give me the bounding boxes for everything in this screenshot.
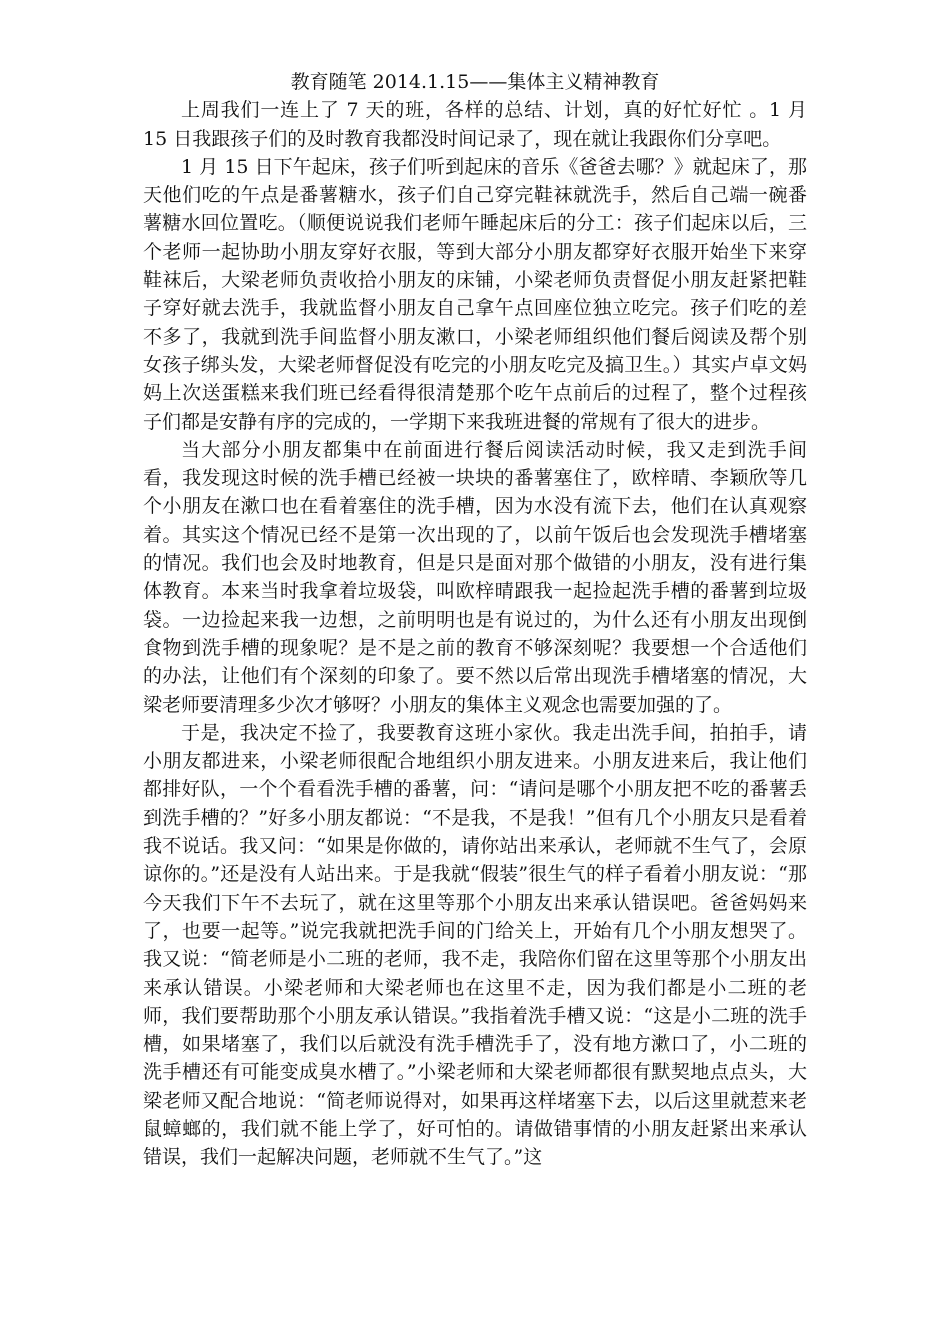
paragraph: 1 月 15 日下午起床，孩子们听到起床的音乐《爸爸去哪？》就起床了，那天他们吃的午点是番薯糖水，孩子们自己穿完鞋袜就洗手，然后自己端一碗番薯糖水回位置吃。（顺便说说我们老师午睡起床后的分工：孩子们起床以后，三个老师一起协助小朋友穿好衣服，等到大部分小朋友都穿好衣服开始坐下来穿鞋袜后，大梁老师负责收拾小朋友的床铺，小梁老师负责督促小朋友赶紧把鞋子穿好就去洗手，我就监督小朋友自己拿午点回座位独立吃完。孩子们吃的差不多了，我就到洗手间监督小朋友漱口，小梁老师组织他们餐后阅读及帮个别女孩子绑头发，大梁老师督促没有吃完的小朋友吃完及搞卫生。）其实卢卓文妈妈上次送蛋糕来我们班已经看得很清楚那个吃午点前后的过程了，整个过程孩子们都是安静有序的完成的，一学期下来我班进餐的常规有了很大的进步。 [143, 155, 807, 433]
document-title: 教育随笔 2014.1.15——集体主义精神教育 [290, 71, 660, 93]
document-body [143, 68, 807, 1172]
paragraph: 于是，我决定不捡了，我要教育这班小家伙。我走出洗手间，拍拍手，请小朋友都进来，小梁老师很配合地组织小朋友进来。小朋友进来后，我让他们都排好队，一个个看看洗手槽的番薯，问：“请问是哪个小朋友把不吃的番薯丢到洗手槽的？”好多小朋友都说：“不是我，不是我！”但有几个小朋友只是看着我不说话。我又问：“如果是你做的，请你站出来承认，老师就不生气了，会原谅你的。”还是没有人站出来。于是我就“假装”很生气的样子看着小朋友说：“那今天我们下午不去玩了，就在这里等那个小朋友出来承认错误吧。爸爸妈妈来了，也要一起等。”说完我就把洗手间的门给关上，开始有几个小朋友想哭了。我又说：“简老师是小二班的老师，我不走，我陪你们留在这里等那个小朋友出来承认错误。小梁老师和大梁老师也在这里不走，因为我们都是小二班的老师，我们要帮助那个小朋友承认错误。”我指着洗手槽又说：“这是小二班的洗手槽，如果堵塞了，我们以后就没有洗手槽洗手了，没有地方漱口了，小二班的洗手槽还有可能变成臭水槽了。”小梁老师和大梁老师都很有默契地点点头，大梁老师又配合地说：“简老师说得对，如果再这样堵塞下去，以后这里就惹来老鼠蟑螂的，我们就不能上学了，好可怕的。请做错事情的小朋友赶紧出来承认错误，我们一起解决问题，老师就不生气了。”这 [143, 721, 807, 1169]
paragraph: 当大部分小朋友都集中在前面进行餐后阅读活动时候，我又走到洗手间看，我发现这时候的洗手槽已经被一块块的番薯塞住了，欧梓晴、李颖欣等几个小朋友在漱口也在看着塞住的洗手槽，因为水没有流下去，他们在认真观察着。其实这个情况已经不是第一次出现的了，以前午饭后也会发现洗手槽堵塞的情况。我们也会及时地教育，但是只是面对那个做错的小朋友，没有进行集体教育。本来当时我拿着垃圾袋，叫欧梓晴跟我一起捡起洗手槽的番薯到垃圾袋。一边捡起来我一边想，之前明明也是有说过的，为什么还有小朋友出现倒食物到洗手槽的现象呢？是不是之前的教育不够深刻呢？我要想一个合适他们的办法，让他们有个深刻的印象了。要不然以后常出现洗手槽堵塞的情况，大梁老师要清理多少次才够呀？小朋友的集体主义观念也需要加强的了。 [143, 438, 807, 716]
paragraph: 上周我们一连上了 7 天的班，各样的总结、计划，真的好忙好忙 。1 月 15 日我跟孩子们的及时教育我都没时间记录了，现在就让我跟你们分享吧。 [143, 99, 807, 150]
